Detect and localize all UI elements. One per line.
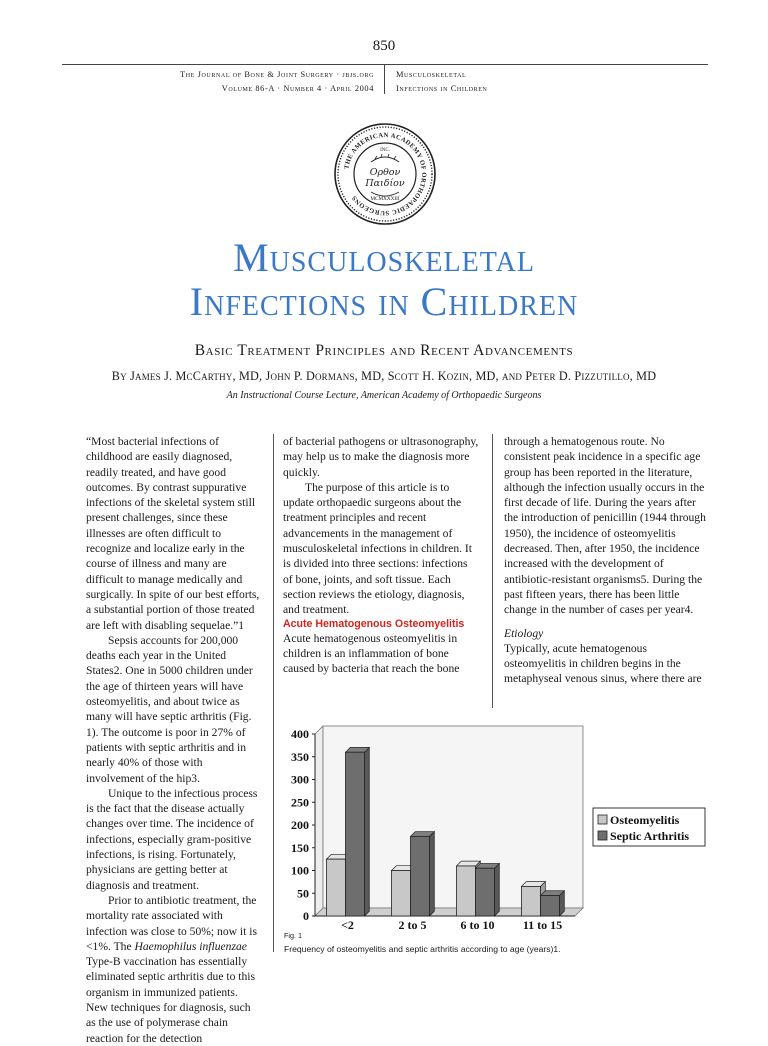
paragraph-antibiotic-text-a: Prior to antibiotic treatment, the mortality rate associated with infection was close to 50%; now it is <1%. The (86, 893, 257, 953)
bar-side (430, 832, 435, 916)
bar-front (327, 859, 346, 916)
legend-swatch (598, 831, 607, 840)
bar-side (365, 747, 370, 916)
column-rule-1 (273, 434, 274, 952)
x-tick-label: 2 to 5 (398, 918, 427, 930)
chart-legend (593, 808, 705, 846)
y-tick-label: 50 (297, 886, 309, 901)
seal-year-text: MCMXXXIII (370, 196, 400, 202)
seal-inc-text: INC. (380, 148, 390, 153)
paragraph-sepsis: Sepsis accounts for 200,000 deaths each year in the United States2. One in 5000 children under the age of thirteen years will have osteomyelitis, and about twice as many will have septic arthritis (Fig. 1). The outcome is poor in 27% of patients with septic arthritis and in nearly 40% of those with involvement of the hip3. (86, 633, 253, 785)
bar-front (411, 836, 430, 916)
bar-front (457, 866, 476, 916)
lecture-note: An Instructional Course Lecture, American Academy of Orthopaedic Surgeons (226, 390, 542, 401)
header-rule (62, 64, 708, 65)
bar-side (495, 863, 500, 916)
section-heading-osteomyelitis: Acute Hematogenous Osteomyelitis (283, 617, 465, 630)
seal-ring-text: THE AMERICAN ACADEMY OF ORTHOPAEDIC SURGEONS (343, 131, 428, 217)
text-column-2 (283, 434, 479, 676)
bar-septic-arthritis-3 (541, 891, 565, 916)
paragraph-antibiotic (86, 893, 262, 1046)
bar-front (541, 896, 560, 916)
article-authors: By James J. McCarthy, MD, John P. Dormans, MD, Scott H. Kozin, MD, and Peter D. Pizzutillo, MD (111, 369, 657, 383)
paragraph-unique: Unique to the infectious process is the fact that the disease actually changes over time. The incidence of infections, especially gram-positive infections, is rising. Fortunately, physicians are getting better at diagnosis and treatment. (86, 786, 258, 892)
x-tick-label: 11 to 15 (522, 918, 563, 930)
y-tick-label: 150 (291, 840, 309, 855)
legend-swatch (598, 815, 607, 824)
running-header-journal (180, 68, 374, 96)
y-tick-label: 0 (303, 909, 309, 923)
legend-label: Osteomyelitis (610, 813, 680, 827)
y-tick-label: 400 (291, 727, 309, 741)
seal-tree-emblem (371, 154, 399, 162)
section-title-line-1: Musculoskeletal (396, 70, 467, 79)
bar-septic-arthritis-2 (476, 863, 500, 916)
paragraph-hematogenous: through a hematogenous route. No consistent peak incidence in a specific age group has been reported in the literature, although the infection usually occurs in the first decade of life. During the years after the introduction of penicillin (1944 through 1950), the incidence of osteomyelitis decreased. Then, after 1950, the incidence increased with the development of antibiotic-resistant organisms5. During the past fifteen years, there has been little change in the number of cases per year4. (504, 435, 706, 617)
y-tick-label: 250 (291, 795, 309, 810)
y-tick-label: 300 (291, 772, 309, 787)
journal-volume-line: Volume 86-A · Number 4 · April 2004 (221, 84, 374, 93)
subheading-etiology: Etiology (504, 626, 544, 640)
paragraph-antibiotic-text-b: Type-B vaccination has essentially eliminated septic arthritis due to this organism in immunized patients. New techniques for diagnosis, such as the use of polymerase chain reaction for the detection (86, 955, 256, 1045)
figure-1-bar-chart (283, 724, 707, 930)
haemophilus-name: Haemophilus influenzae (134, 939, 247, 953)
x-tick-label: <2 (341, 918, 354, 930)
chart-y-tick-labels (291, 727, 315, 923)
header-divider (384, 64, 385, 94)
y-tick-label: 200 (291, 818, 309, 832)
paragraph-osteomyelitis: Acute hematogenous osteomyelitis in children is an inflammation of bone caused by bacteria that reach the bone (283, 631, 460, 676)
figure-label: Fig. 1 (284, 931, 302, 940)
article-title-line-1: Musculoskeletal (233, 235, 535, 280)
bar-front (522, 886, 541, 916)
figure-caption: Frequency of osteomyelitis and septic arthritis according to age (years)1. (284, 944, 561, 954)
article-title-line-2: Infections in Children (189, 279, 579, 324)
seal-greek-line-1: Ορθον (369, 167, 401, 178)
journal-name-line: The Journal of Bone & Joint Surgery · jbjs.org (180, 70, 374, 79)
paragraph-continued: of bacterial pathogens or ultrasonography, may help us to make the diagnosis more quickly. (283, 435, 479, 479)
article-subtitle: Basic Treatment Principles and Recent Advancements (194, 342, 574, 359)
bar-septic-arthritis-1 (411, 832, 435, 916)
bar-front (476, 868, 495, 916)
text-column-1 (86, 434, 262, 1046)
x-tick-label: 6 to 10 (460, 918, 495, 930)
paragraph-etiology: Typically, acute hematogenous osteomyelitis in children begins in the metaphyseal venous sinus, where there are (504, 641, 702, 686)
article-title (0, 236, 768, 324)
bar-front (392, 871, 411, 917)
seal-greek-line-2: Παιδίον (365, 178, 405, 189)
bar-septic-arthritis-0 (346, 747, 370, 916)
y-tick-label: 350 (291, 749, 309, 764)
paragraph-quote: “Most bacterial infections of childhood are easily diagnosed, readily treated, and have good outcomes. By contrast suppurative infections of the skeletal system still present challenges, since these illnesses are often difficult to recognize and localize early in the course of illness and many are difficult to manage medically and surgically. In spite of our best efforts, a substantial portion of those treated are left with disabling sequelae.”1 (86, 435, 260, 632)
section-title-line-2: Infections in Children (396, 84, 488, 93)
running-header-section (396, 68, 487, 96)
chart-x-tick-labels (341, 918, 562, 930)
chart-side-wall (315, 726, 323, 916)
aaos-seal-logo (333, 122, 437, 226)
paragraph-purpose: The purpose of this article is to update orthopaedic surgeons about the treatment principles and recent advancements in the management of musculoskeletal infections in children. It is divided into three sections: infections of bone, joints, and soft tissue. Each section reviews the etiology, diagnosis, and treatment. (283, 480, 472, 617)
bar-front (346, 752, 365, 916)
text-column-3 (504, 434, 710, 687)
page-number: 850 (372, 38, 396, 54)
legend-label: Septic Arthritis (610, 829, 689, 843)
column-rule-2 (492, 434, 493, 708)
y-tick-label: 100 (291, 863, 309, 878)
